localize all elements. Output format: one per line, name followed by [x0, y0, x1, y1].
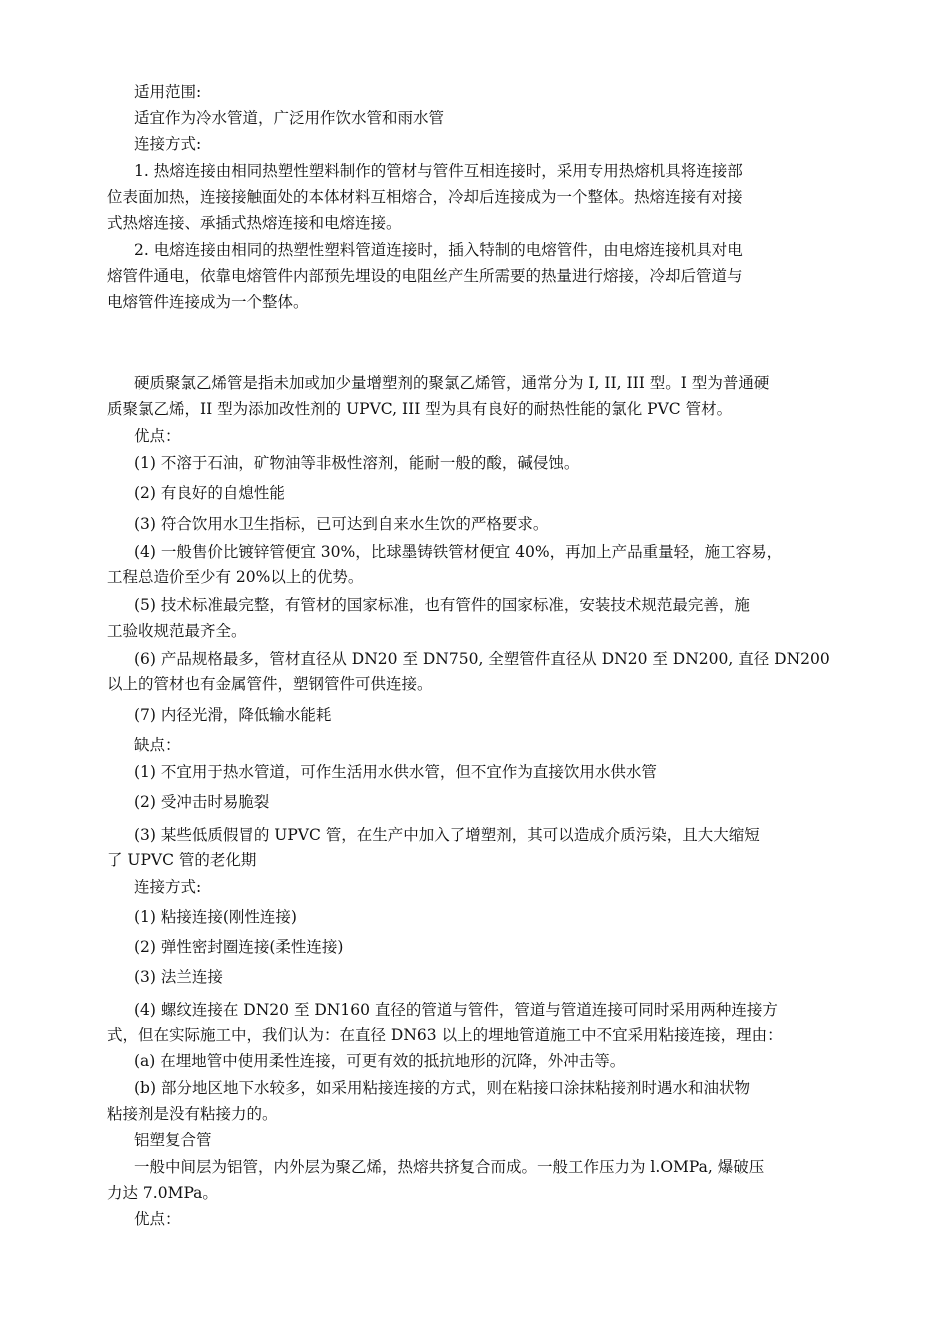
text-line: (1) 不宜用于热水管道，可作生活用水供水管，但不宜作为直接饮用水供水管 [134, 763, 657, 781]
text-line: 式，但在实际施工中，我们认为：在直径 DN63 以上的埋地管道施工中不宜采用粘接连接，理由： [107, 1026, 783, 1044]
text-line: 位表面加热，连接接触面处的本体材料互相熔合，冷却后连接成为一个整体。热熔连接有对接 [107, 188, 743, 206]
text-line: 工程总造价至少有 20%以上的优势。 [107, 568, 364, 586]
text-line: 适宜作为冷水管道，广泛用作饮水管和雨水管 [134, 109, 445, 127]
text-line: 2. 电熔连接由相同的热塑性塑料管道连接时，插入特制的电熔管件，由电熔连接机具对电 [134, 241, 743, 259]
text-line: 适用范围: [134, 83, 202, 101]
text-line: 以上的管材也有金属管件，塑钢管件可供连接。 [107, 675, 433, 693]
text-line: (2) 有良好的自熄性能 [134, 484, 285, 502]
text-line: (6) 产品规格最多，管材直径从 DN20 至 DN750, 全塑管件直径从 DN20 至 DN200, 直径 DN200 [134, 650, 830, 668]
text-line: 连接方式: [134, 135, 202, 153]
text-line: (2) 弹性密封圈连接(柔性连接) [134, 938, 344, 956]
text-line: (1) 粘接连接(刚性连接) [134, 908, 297, 926]
text-line: (3) 法兰连接 [134, 968, 223, 986]
text-line: 电熔管件连接成为一个整体。 [107, 293, 309, 311]
text-line: 缺点： [134, 736, 181, 754]
text-line: (4) 一般售价比镀锌管便宜 30%，比球墨铸铁管材便宜 40%，再加上产品重量轻，施工容易， [134, 543, 783, 561]
text-line: 优点： [134, 427, 181, 445]
text-line: (3) 某些低质假冒的 UPVC 管，在生产中加入了增塑剂，其可以造成介质污染，且大大缩短 [134, 826, 760, 844]
text-line: 1. 热熔连接由相同热塑性塑料制作的管材与管件互相连接时，采用专用热熔机具将连接部 [134, 162, 743, 180]
text-line: 熔管件通电，依靠电熔管件内部预先埋设的电阻丝产生所需要的热量进行熔接，冷却后管道与 [107, 267, 743, 285]
text-line: 粘接剂是没有粘接力的。 [107, 1105, 278, 1123]
text-line: 一般中间层为铝管，内外层为聚乙烯，热熔共挤复合而成。一般工作压力为 l.OMPa, 爆破压 [134, 1158, 765, 1176]
text-line: (2) 受冲击时易脆裂 [134, 793, 270, 811]
text-line: 了 UPVC 管的老化期 [107, 851, 257, 869]
text-line: (b) 部分地区地下水较多，如采用粘接连接的方式，则在粘接口涂抹粘接剂时遇水和油状物 [134, 1079, 750, 1097]
text-line: 硬质聚氯乙烯管是指未加或加少量增塑剂的聚氯乙烯管，通常分为 I, II, III 型。I 型为普通硬 [134, 374, 770, 392]
text-line: 铝塑复合管 [134, 1131, 212, 1149]
text-line: (a) 在埋地管中使用柔性连接，可更有效的抵抗地形的沉降，外冲击等。 [134, 1052, 626, 1070]
text-line: (1) 不溶于石油，矿物油等非极性溶剂，能耐一般的酸，碱侵蚀。 [134, 454, 580, 472]
text-line: (7) 内径光滑，降低输水能耗 [134, 706, 332, 724]
text-line: (4) 螺纹连接在 DN20 至 DN160 直径的管道与管件，管道与管道连接可同时采用两种连接方 [134, 1001, 778, 1019]
text-line: 工验收规范最齐全。 [107, 622, 247, 640]
text-line: (3) 符合饮用水卫生指标，已可达到自来水生饮的严格要求。 [134, 515, 549, 533]
text-line: 优点： [134, 1210, 181, 1228]
text-line: 力达 7.0MPa。 [107, 1184, 218, 1202]
text-line: (5) 技术标准最完整，有管材的国家标准，也有管件的国家标准，安装技术规范最完善，施 [134, 596, 750, 614]
text-line: 式热熔连接、承插式热熔连接和电熔连接。 [107, 214, 402, 232]
text-line: 质聚氯乙烯，II 型为添加改性剂的 UPVC, III 型为具有良好的耐热性能的氯化 PVC 管材。 [107, 400, 733, 418]
text-line: 连接方式: [134, 878, 202, 896]
